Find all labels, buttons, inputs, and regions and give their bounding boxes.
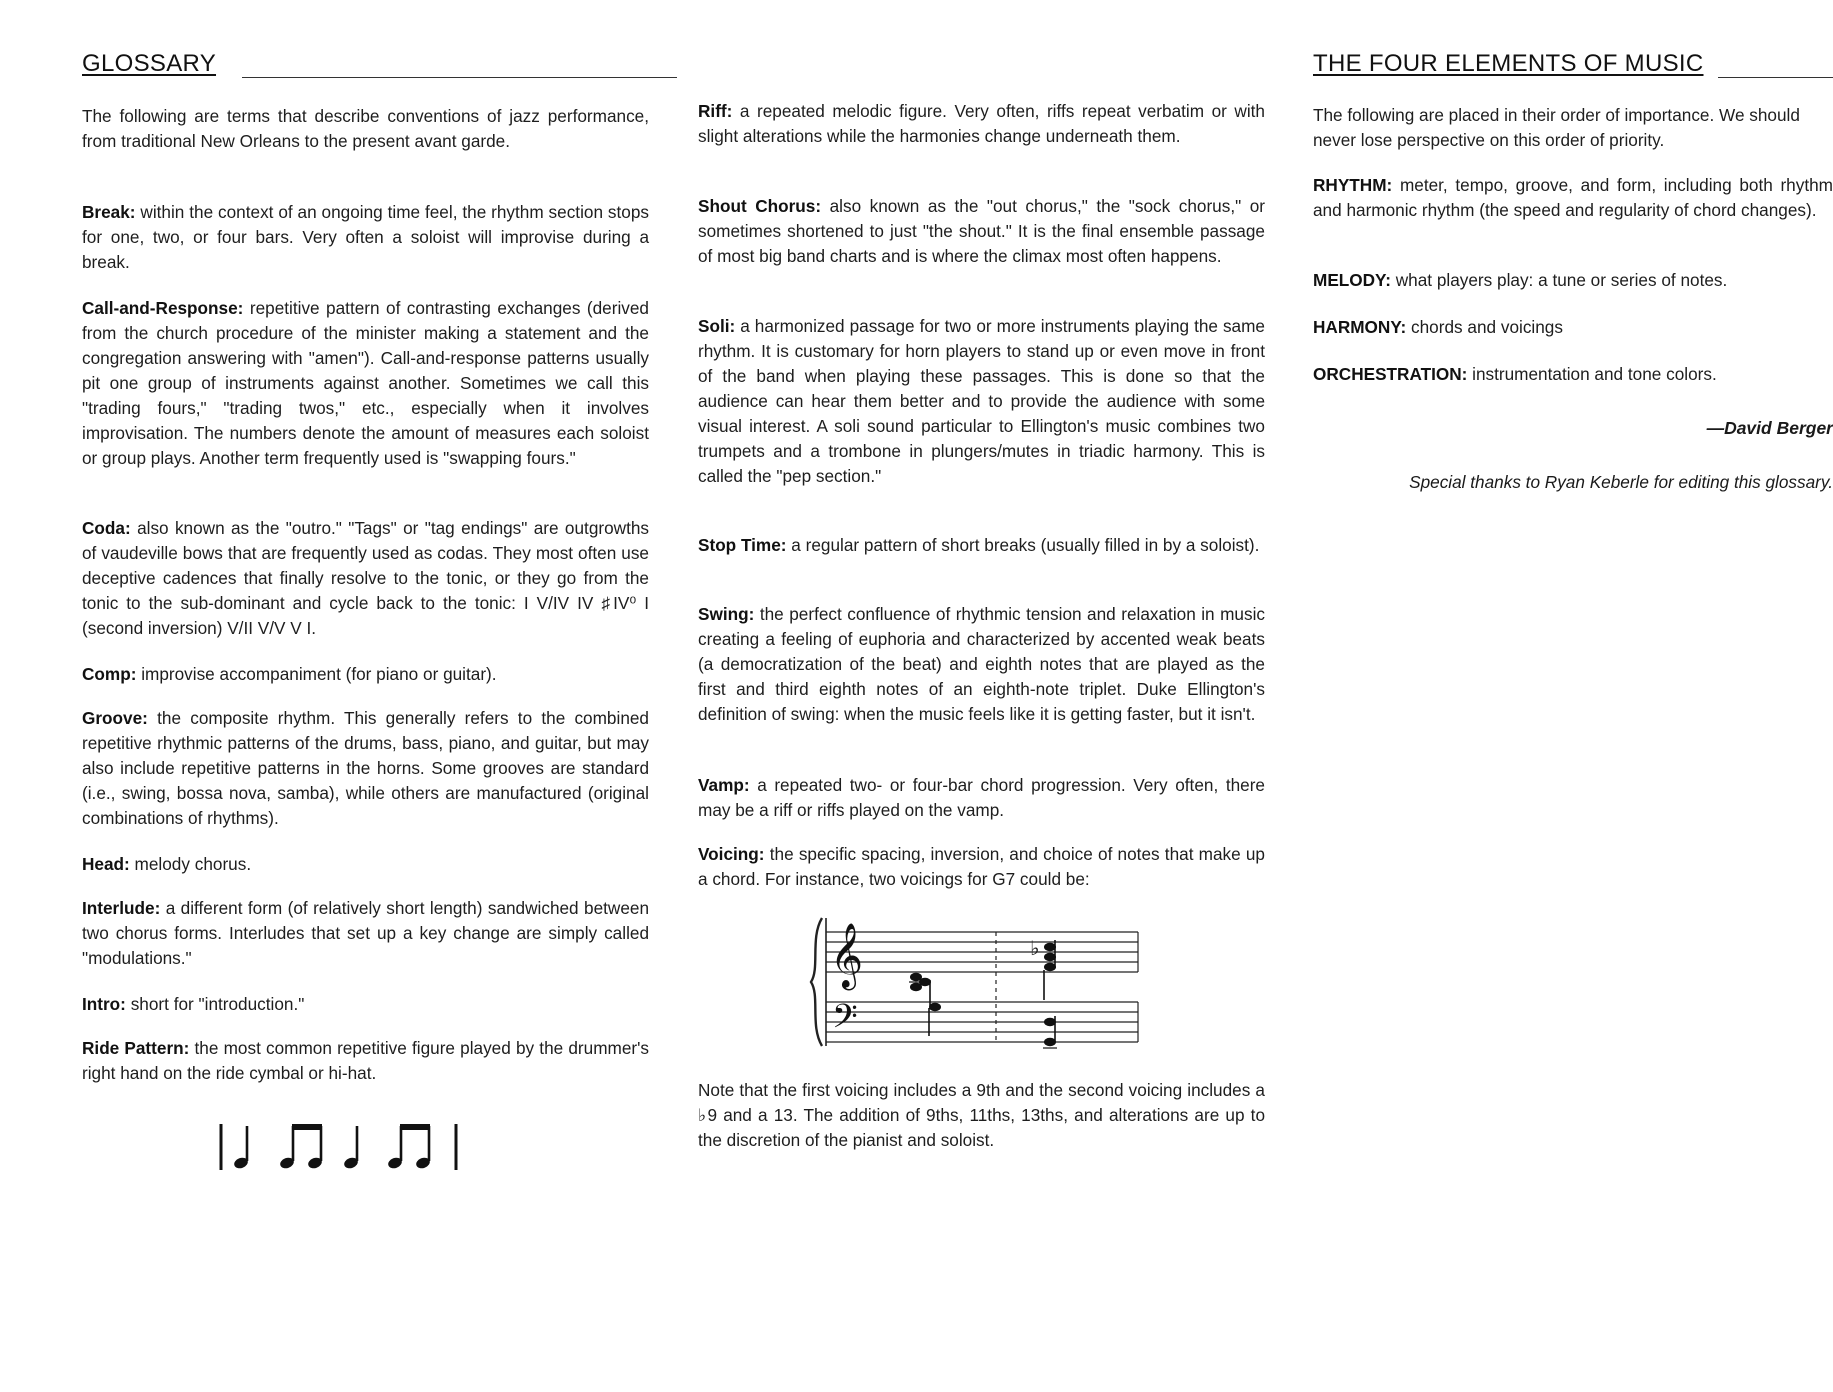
term-definition: repetitive pattern of contrasting exchanges (derived from the church procedure of the minister making a statement and the congregation answering with "amen"). Call-and-response patterns usually pit one group of instruments against another. Sometimes we call this "trading fours," "trading twos," etc., especially when it involves improvisation. The numbers denote the amount of measures each soloist or group plays. Another term frequently used is "swapping fours." <box>82 298 649 468</box>
svg-text:𝄢: 𝄢 <box>832 998 858 1044</box>
glossary-heading: GLOSSARY <box>82 50 217 77</box>
glossary-entry-vamp <box>698 773 1265 823</box>
g7-voicings-grand-staff-icon <box>808 908 1148 1058</box>
author-signature: —David Berger <box>1706 418 1833 438</box>
term-label: Riff: <box>698 101 733 121</box>
special-thanks: Special thanks to Ryan Keberle for editing this glossary. <box>1409 472 1833 492</box>
term-definition: what players play: a tune or series of notes. <box>1395 270 1728 290</box>
glossary-entry-coda <box>82 516 649 641</box>
term-label: Voicing: <box>698 844 765 864</box>
term-definition: improvise accompaniment (for piano or guitar). <box>141 664 497 684</box>
term-definition: also known as the "out chorus," the "sock chorus," or sometimes shortened to just "the shout." It is the final ensemble passage of most big band charts and is where the climax most often happens. <box>698 196 1265 266</box>
term-definition: also known as the "outro." "Tags" or "tag endings" are outgrowths of vaudeville bows that are frequently used as codas. They most often use deceptive cadences that finally resolve to the tonic, or they go from the tonic to the sub-dominant and cycle back to the tonic: I V/IV IV ♯IV⁰ I (second inversion) V/II V/V V I. <box>82 518 649 638</box>
term-label: Stop Time: <box>698 535 787 555</box>
term-definition: meter, tempo, groove, and form, including both rhythm and harmonic rhythm (the speed and regularity of chord changes). <box>1313 175 1833 220</box>
term-label: Comp: <box>82 664 137 684</box>
term-label: Groove: <box>82 708 148 728</box>
glossary-entry-ride-pattern <box>82 1036 649 1086</box>
term-label: Break: <box>82 202 136 222</box>
term-label: Interlude: <box>82 898 161 918</box>
ride-pattern-notation-icon <box>217 1118 517 1178</box>
glossary-entry-groove <box>82 706 649 831</box>
element-rhythm <box>1313 173 1833 223</box>
term-definition: a different form (of relatively short length) sandwiched between two chorus forms. Interludes that set up a key change are simply called "modulations." <box>82 898 649 968</box>
term-definition: the specific spacing, inversion, and choice of notes that make up a chord. For instance, two voicings for G7 could be: <box>698 844 1265 889</box>
voicing-note: Note that the first voicing includes a 9th and the second voicing includes a ♭9 and a 13. The addition of 9ths, 11ths, 13ths, and alterations are up to the discretion of the pianist and soloist. <box>698 1080 1265 1150</box>
glossary-entry-riff <box>698 99 1265 149</box>
term-definition: a repeated melodic figure. Very often, riffs repeat verbatim or with slight alterations while the harmonies change underneath them. <box>698 101 1265 146</box>
term-label: Swing: <box>698 604 755 624</box>
glossary-entry-interlude <box>82 896 649 971</box>
term-label: Shout Chorus: <box>698 196 822 216</box>
elements-intro: The following are placed in their order of importance. We should never lose perspective on this order of priority. <box>1313 105 1800 150</box>
term-label: Intro: <box>82 994 126 1014</box>
element-harmony <box>1313 315 1833 340</box>
term-definition: the perfect confluence of rhythmic tension and relaxation in music creating a feeling of euphoria and characterized by accented weak beats (a democratization of the beat) and eighth notes that are played as the first and third eighth notes of an eighth-note triplet. Duke Ellington's definition of swing: when the music feels like it is getting faster, but it isn't. <box>698 604 1265 724</box>
elements-heading: THE FOUR ELEMENTS OF MUSIC <box>1313 50 1704 77</box>
glossary-entry-intro <box>82 992 649 1017</box>
elements-heading-rule <box>1718 77 1833 78</box>
term-label: ORCHESTRATION: <box>1313 364 1468 384</box>
term-label: Soli: <box>698 316 736 336</box>
glossary-entry-stop-time <box>698 533 1265 558</box>
term-definition: a harmonized passage for two or more instruments playing the same rhythm. It is customary for horn players to stand up or even move in front of the band when playing these passages. This is done so that the audience can hear them better and to provide the audience with some visual interest. A soli sound particular to Ellington's music combines two trumpets and a trombone in plungers/mutes in triadic harmony. This is called the "pep section." <box>698 316 1265 486</box>
glossary-entry-head <box>82 852 649 877</box>
term-label: MELODY: <box>1313 270 1391 290</box>
term-definition: the composite rhythm. This generally refers to the combined repetitive rhythmic patterns of the drums, bass, piano, and guitar, but may also include repetitive patterns in the horns. Some grooves are standard (i.e., swing, bossa nova, samba), while others are manufactured (original combinations of rhythms). <box>82 708 649 828</box>
glossary-entry-break <box>82 200 649 275</box>
term-definition: the most common repetitive figure played by the drummer's right hand on the ride cymbal or hi-hat. <box>82 1038 649 1083</box>
term-label: Ride Pattern: <box>82 1038 190 1058</box>
element-orchestration <box>1313 362 1833 387</box>
term-label: Call-and-Response: <box>82 298 244 318</box>
glossary-entry-shout-chorus <box>698 194 1265 269</box>
term-definition: short for "introduction." <box>130 994 305 1014</box>
glossary-heading-rule <box>242 77 677 78</box>
element-melody <box>1313 268 1833 293</box>
term-definition: melody chorus. <box>134 854 252 874</box>
term-label: RHYTHM: <box>1313 175 1393 195</box>
glossary-intro: The following are terms that describe conventions of jazz performance, from traditional New Orleans to the present avant garde. <box>82 106 649 151</box>
term-label: Head: <box>82 854 130 874</box>
term-definition: instrumentation and tone colors. <box>1472 364 1717 384</box>
term-label: Coda: <box>82 518 131 538</box>
glossary-entry-comp <box>82 662 649 687</box>
term-definition: chords and voicings <box>1411 317 1563 337</box>
glossary-entry-swing <box>698 602 1265 727</box>
term-label: HARMONY: <box>1313 317 1407 337</box>
glossary-entry-soli <box>698 314 1265 489</box>
glossary-entry-call-and-response <box>82 296 649 471</box>
term-definition: a regular pattern of short breaks (usually filled in by a soloist). <box>791 535 1260 555</box>
svg-text:♭: ♭ <box>1030 936 1040 960</box>
term-label: Vamp: <box>698 775 750 795</box>
term-definition: a repeated two- or four-bar chord progression. Very often, there may be a riff or riffs played on the vamp. <box>698 775 1265 820</box>
svg-text:𝄞: 𝄞 <box>830 923 864 988</box>
term-definition: within the context of an ongoing time feel, the rhythm section stops for one, two, or four bars. Very often a soloist will improvise during a break. <box>82 202 649 272</box>
glossary-entry-voicing <box>698 842 1265 892</box>
